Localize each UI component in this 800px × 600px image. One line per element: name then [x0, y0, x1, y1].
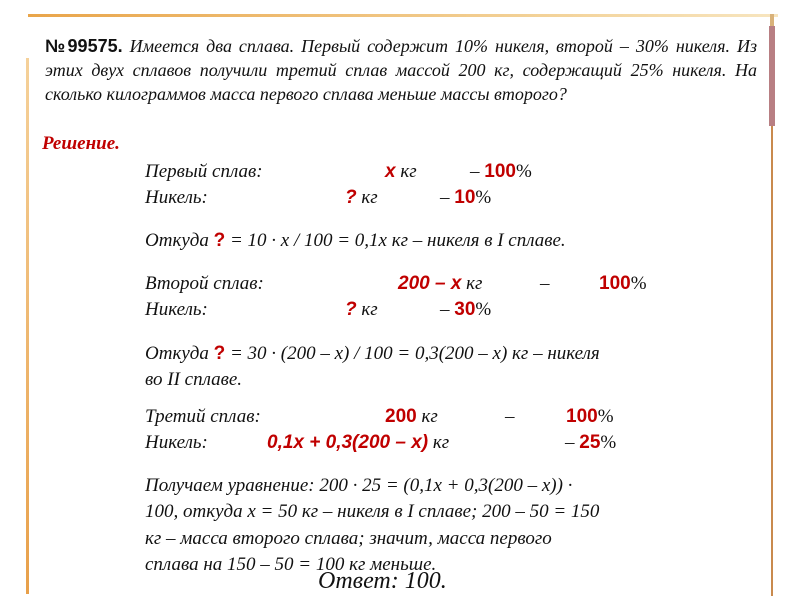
solution-label: Решение. [42, 133, 120, 154]
block1-derive-prefix: Откуда [145, 230, 214, 251]
block2-row2-dash: – [440, 299, 450, 320]
block3-row1-share [566, 405, 614, 429]
block2-row1-expr: 200 – х [398, 273, 462, 294]
block3-row1-mass [385, 405, 438, 429]
left-decorative-rule [26, 58, 29, 594]
block1-row2-unit: кг [356, 187, 378, 208]
block1-row2-mass [345, 186, 378, 210]
block2-derive-rest: = 30 · (200 – х) / 100 = 0,3(200 – х) кг – никеля [225, 343, 600, 364]
block3-row1-sign: % [597, 406, 614, 427]
block2-row1-percent: 100 [599, 273, 631, 294]
block1-row1-var: х [385, 161, 396, 182]
answer: Ответ: 100. [318, 568, 447, 594]
problem-text: Имеется два сплава. Первый содержит 10% никеля, второй – 30% никеля. Из этих двух сплавов получили третий сплав массой 200 кг, содержащий 25% никеля. На сколько килограммов масса первого сплава меньше массы второго? [45, 36, 758, 104]
block3-row2-unit: кг [428, 432, 450, 453]
block2-row2-unit: кг [356, 299, 378, 320]
equation-line3: кг – масса второго сплава; значит, масса первого [145, 528, 552, 549]
block2-row2-sign: % [475, 299, 492, 320]
block2-row1-mass [398, 272, 482, 296]
block1-row1-percent: 100 [484, 161, 516, 182]
block1-row1-dash: – [470, 161, 480, 182]
block1-row2-dash: – [440, 187, 450, 208]
block3-row1-value: 200 [385, 406, 417, 427]
block2-row2-share [440, 298, 491, 322]
right-decorative-bar [769, 26, 775, 126]
block3-row2-sign: % [600, 432, 617, 453]
block3-row1-percent: 100 [566, 406, 598, 427]
problem-number: №99575. [45, 36, 123, 56]
block2-row1-sign: % [630, 273, 647, 294]
block3-row2-percent: 25 [579, 432, 601, 453]
block2-row1-dash: – [540, 273, 550, 294]
block1-row1-label: Первый сплав: [145, 161, 263, 182]
block1-derive-rest: = 10 · х / 100 = 0,1х кг – никеля в I сплаве. [225, 230, 566, 251]
block2-derive-prefix: Откуда [145, 343, 214, 364]
right-decorative-rule [771, 126, 773, 596]
block2-derive-q: ? [213, 343, 226, 364]
block3-row2-share [565, 431, 616, 455]
block2-row2-percent: 30 [454, 299, 476, 320]
block2-derivation [145, 342, 600, 366]
block3-row1-dash: – [505, 406, 515, 427]
block1-row2-sign: % [475, 187, 492, 208]
block3-row2-dash: – [565, 432, 575, 453]
block2-row1-label: Второй сплав: [145, 273, 264, 294]
block2-row1-unit: кг [461, 273, 483, 294]
block1-row2-share [440, 186, 491, 210]
problem-statement [45, 34, 757, 106]
top-decorative-rule [28, 14, 778, 17]
block1-row1-share [470, 160, 532, 184]
block1-row1-unit: кг [395, 161, 417, 182]
equation-line2: 100, откуда х = 50 кг – никеля в I сплаве; 200 – 50 = 150 [145, 501, 600, 522]
right-decorative-accent [770, 14, 774, 26]
block1-row2-var: ? [345, 187, 357, 208]
block3-row2-mass [267, 431, 449, 455]
block1-row2-percent: 10 [454, 187, 476, 208]
block1-derivation [145, 229, 566, 253]
block3-row1-unit: кг [416, 406, 438, 427]
block1-derive-q: ? [213, 230, 226, 251]
block1-row1-mass [385, 160, 417, 184]
equation-line4: сплава на 150 – 50 = 100 кг меньше. [145, 554, 437, 575]
block2-row1-share [599, 272, 647, 296]
block3-row2-expr: 0,1х + 0,3(200 – х) [267, 432, 429, 453]
block2-row2-mass [345, 298, 378, 322]
equation-line1: Получаем уравнение: 200 · 25 = (0,1х + 0,3(200 – х)) · [145, 475, 573, 496]
block2-row2-label: Никель: [145, 299, 208, 320]
block2-row2-var: ? [345, 299, 357, 320]
block3-row2-label: Никель: [145, 432, 208, 453]
block1-row1-sign: % [515, 161, 532, 182]
block1-row2-label: Никель: [145, 187, 208, 208]
block2-derivation-line2: во II сплаве. [145, 369, 243, 390]
block3-row1-label: Третий сплав: [145, 406, 261, 427]
